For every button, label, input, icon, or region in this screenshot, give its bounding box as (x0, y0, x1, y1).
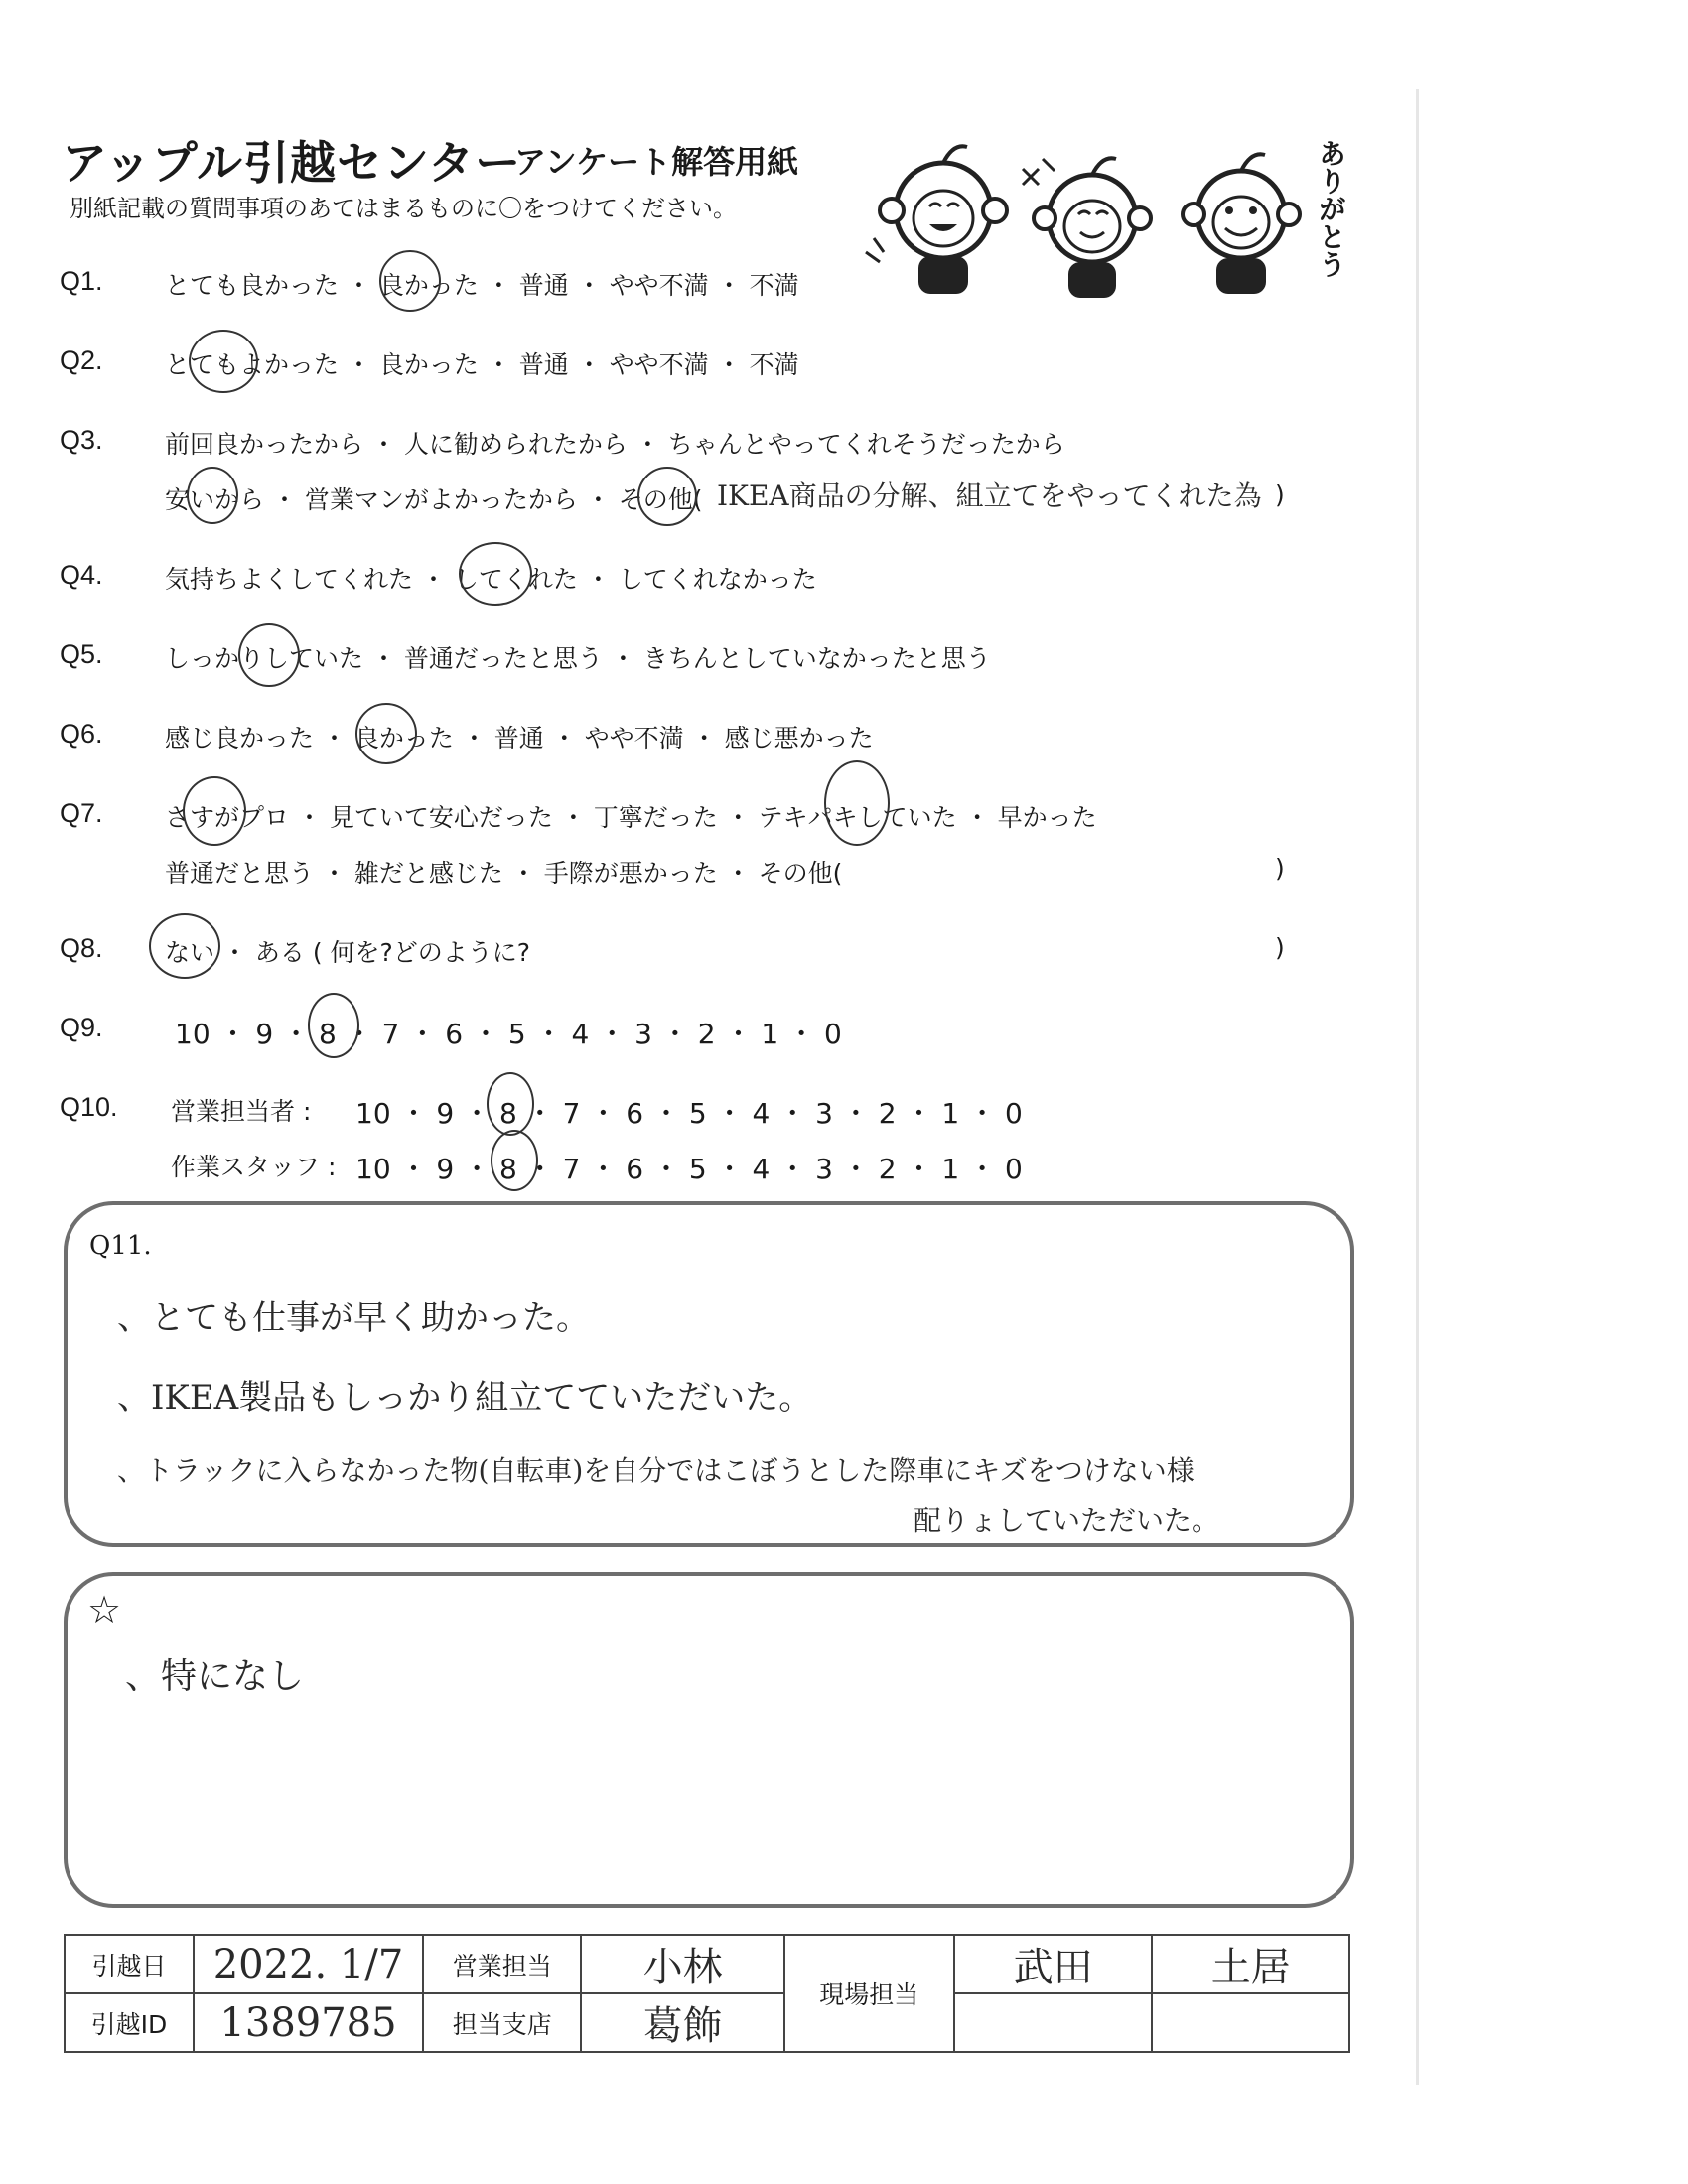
q7-options-line1: さすがプロ ・ 見ていて安心だった ・ 丁寧だった ・ テキパキしていた ・ 早かった (165, 803, 1097, 832)
q7-close-paren: ) (1275, 854, 1285, 883)
q6-options: 感じ良かった ・ 良かった ・ 普通 ・ やや不満 ・ 感じ悪かった (165, 724, 874, 752)
q11-comment-line-2: 、IKEA製品もしっかり組立てていただいた。 (117, 1378, 813, 1418)
q3-answer-circle-other (637, 467, 697, 526)
branch-value: 葛飾 (581, 1993, 783, 2052)
q4-options: 気持ちよくしてくれた ・ してくれた ・ してくれなかった (165, 565, 817, 594)
q11-comment-line-4: 配りょしていただいた。 (914, 1504, 1220, 1537)
q10-staff-scale: 10 ・ 9 ・ 8 ・ 7 ・ 6 ・ 5 ・ 4 ・ 3 ・ 2 ・ 1 ・ 0 (355, 1153, 1023, 1185)
site-staff-3-empty (954, 1993, 1153, 2052)
form-title: アンケート解答用紙 (514, 143, 799, 181)
monkey-laughing-icon (866, 146, 1007, 294)
q10-staff-answer-circle (491, 1130, 538, 1191)
q10-sales-scale: 10 ・ 9 ・ 8 ・ 7 ・ 6 ・ 5 ・ 4 ・ 3 ・ 2 ・ 1 ・ 0 (355, 1097, 1023, 1130)
instruction-text: 別紙記載の質問事項のあてはまるものに〇をつけてください。 (70, 195, 737, 222)
q9-label: Q9. (60, 1013, 103, 1042)
page-edge-shadow (1416, 89, 1419, 2085)
q5-options: しっかりしていた ・ 普通だったと思う ・ きちんとしていなかったと思う (165, 644, 991, 673)
q7-options-line2: 普通だと思う ・ 雑だと感じた ・ 手際が悪かった ・ その他( (165, 859, 843, 887)
q8-label: Q8. (60, 933, 103, 963)
q10-sales-label: 営業担当者 : (171, 1097, 312, 1126)
monkey-happy-icon (1183, 154, 1300, 294)
q11-label: Q11. (89, 1231, 152, 1261)
q4-label: Q4. (60, 560, 103, 590)
monkey-mascots-illustration (864, 129, 1340, 308)
q11-comment-line-3: 、トラックに入らなかった物(自転車)を自分ではこぼうとした際車にキズをつけない様 (117, 1454, 1195, 1487)
q3-other-handwritten: IKEA商品の分解、組立てをやってくれた為 (717, 479, 1262, 512)
q8-answer-circle (149, 913, 220, 979)
q2-label: Q2. (60, 345, 103, 375)
q10-sales-answer-circle (487, 1072, 534, 1136)
star-icon: ☆ (87, 1588, 122, 1632)
move-id-value: 1389785 (194, 1993, 423, 2052)
q10-staff-label: 作業スタッフ : (171, 1153, 337, 1181)
q9-scale: 10 ・ 9 ・ 8 ・ 7 ・ 6 ・ 5 ・ 4 ・ 3 ・ 2 ・ 1 ・ 0 (175, 1018, 842, 1050)
monkey-smiling-icon (1023, 158, 1151, 298)
site-staff-2: 土居 (1152, 1935, 1349, 1993)
q1-label: Q1. (60, 266, 103, 296)
q7-label: Q7. (60, 798, 103, 828)
q8-options: ない ・ ある ( 何を?どのように? (165, 938, 531, 967)
q7-answer-circle-pro (183, 776, 246, 846)
star-comment-box (64, 1572, 1354, 1908)
q3-label: Q3. (60, 425, 103, 455)
sales-rep-label: 営業担当 (423, 1935, 581, 1993)
q7-answer-circle-tekipaki (824, 760, 890, 846)
star-comment-text: 、特になし (125, 1656, 305, 1697)
q11-comment-line-1: 、とても仕事が早く助かった。 (117, 1298, 590, 1338)
q10-label: Q10. (60, 1092, 118, 1122)
site-staff-4-empty (1152, 1993, 1349, 2052)
q8-close-paren: ) (1275, 933, 1285, 962)
q2-options: とてもよかった ・ 良かった ・ 普通 ・ やや不満 ・ 不満 (165, 350, 799, 379)
q6-answer-circle (355, 703, 417, 764)
site-staff-label: 現場担当 (784, 1935, 954, 2052)
q5-answer-circle (238, 623, 300, 687)
thanks-text: ありがとう (1315, 139, 1347, 278)
q3-options-line1: 前回良かったから ・ 人に勧められたから ・ ちゃんとやってくれそうだったから (165, 430, 1065, 459)
move-date-value: 2022. 1/7 (194, 1935, 423, 1993)
q3-options-line2: 安いから ・ 営業マンがよかったから ・ その他( (165, 485, 703, 514)
q3-close-paren: ) (1275, 480, 1285, 509)
q9-answer-circle (308, 993, 359, 1058)
site-staff-1: 武田 (954, 1935, 1153, 1993)
q3-answer-circle-cheap (187, 467, 238, 524)
q2-answer-circle (189, 330, 258, 393)
move-info-table (64, 1934, 1350, 2053)
q1-options: とても良かった ・ 良かった ・ 普通 ・ やや不満 ・ 不満 (165, 271, 799, 300)
q5-label: Q5. (60, 639, 103, 669)
move-date-label: 引越日 (65, 1935, 194, 1993)
q4-answer-circle (459, 542, 532, 606)
branch-label: 担当支店 (423, 1993, 581, 2052)
q6-label: Q6. (60, 719, 103, 749)
sales-rep-value: 小林 (581, 1935, 783, 1993)
company-title: アップル引越センター (62, 136, 522, 190)
q1-answer-circle (379, 250, 441, 312)
move-id-label: 引越ID (65, 1993, 194, 2052)
